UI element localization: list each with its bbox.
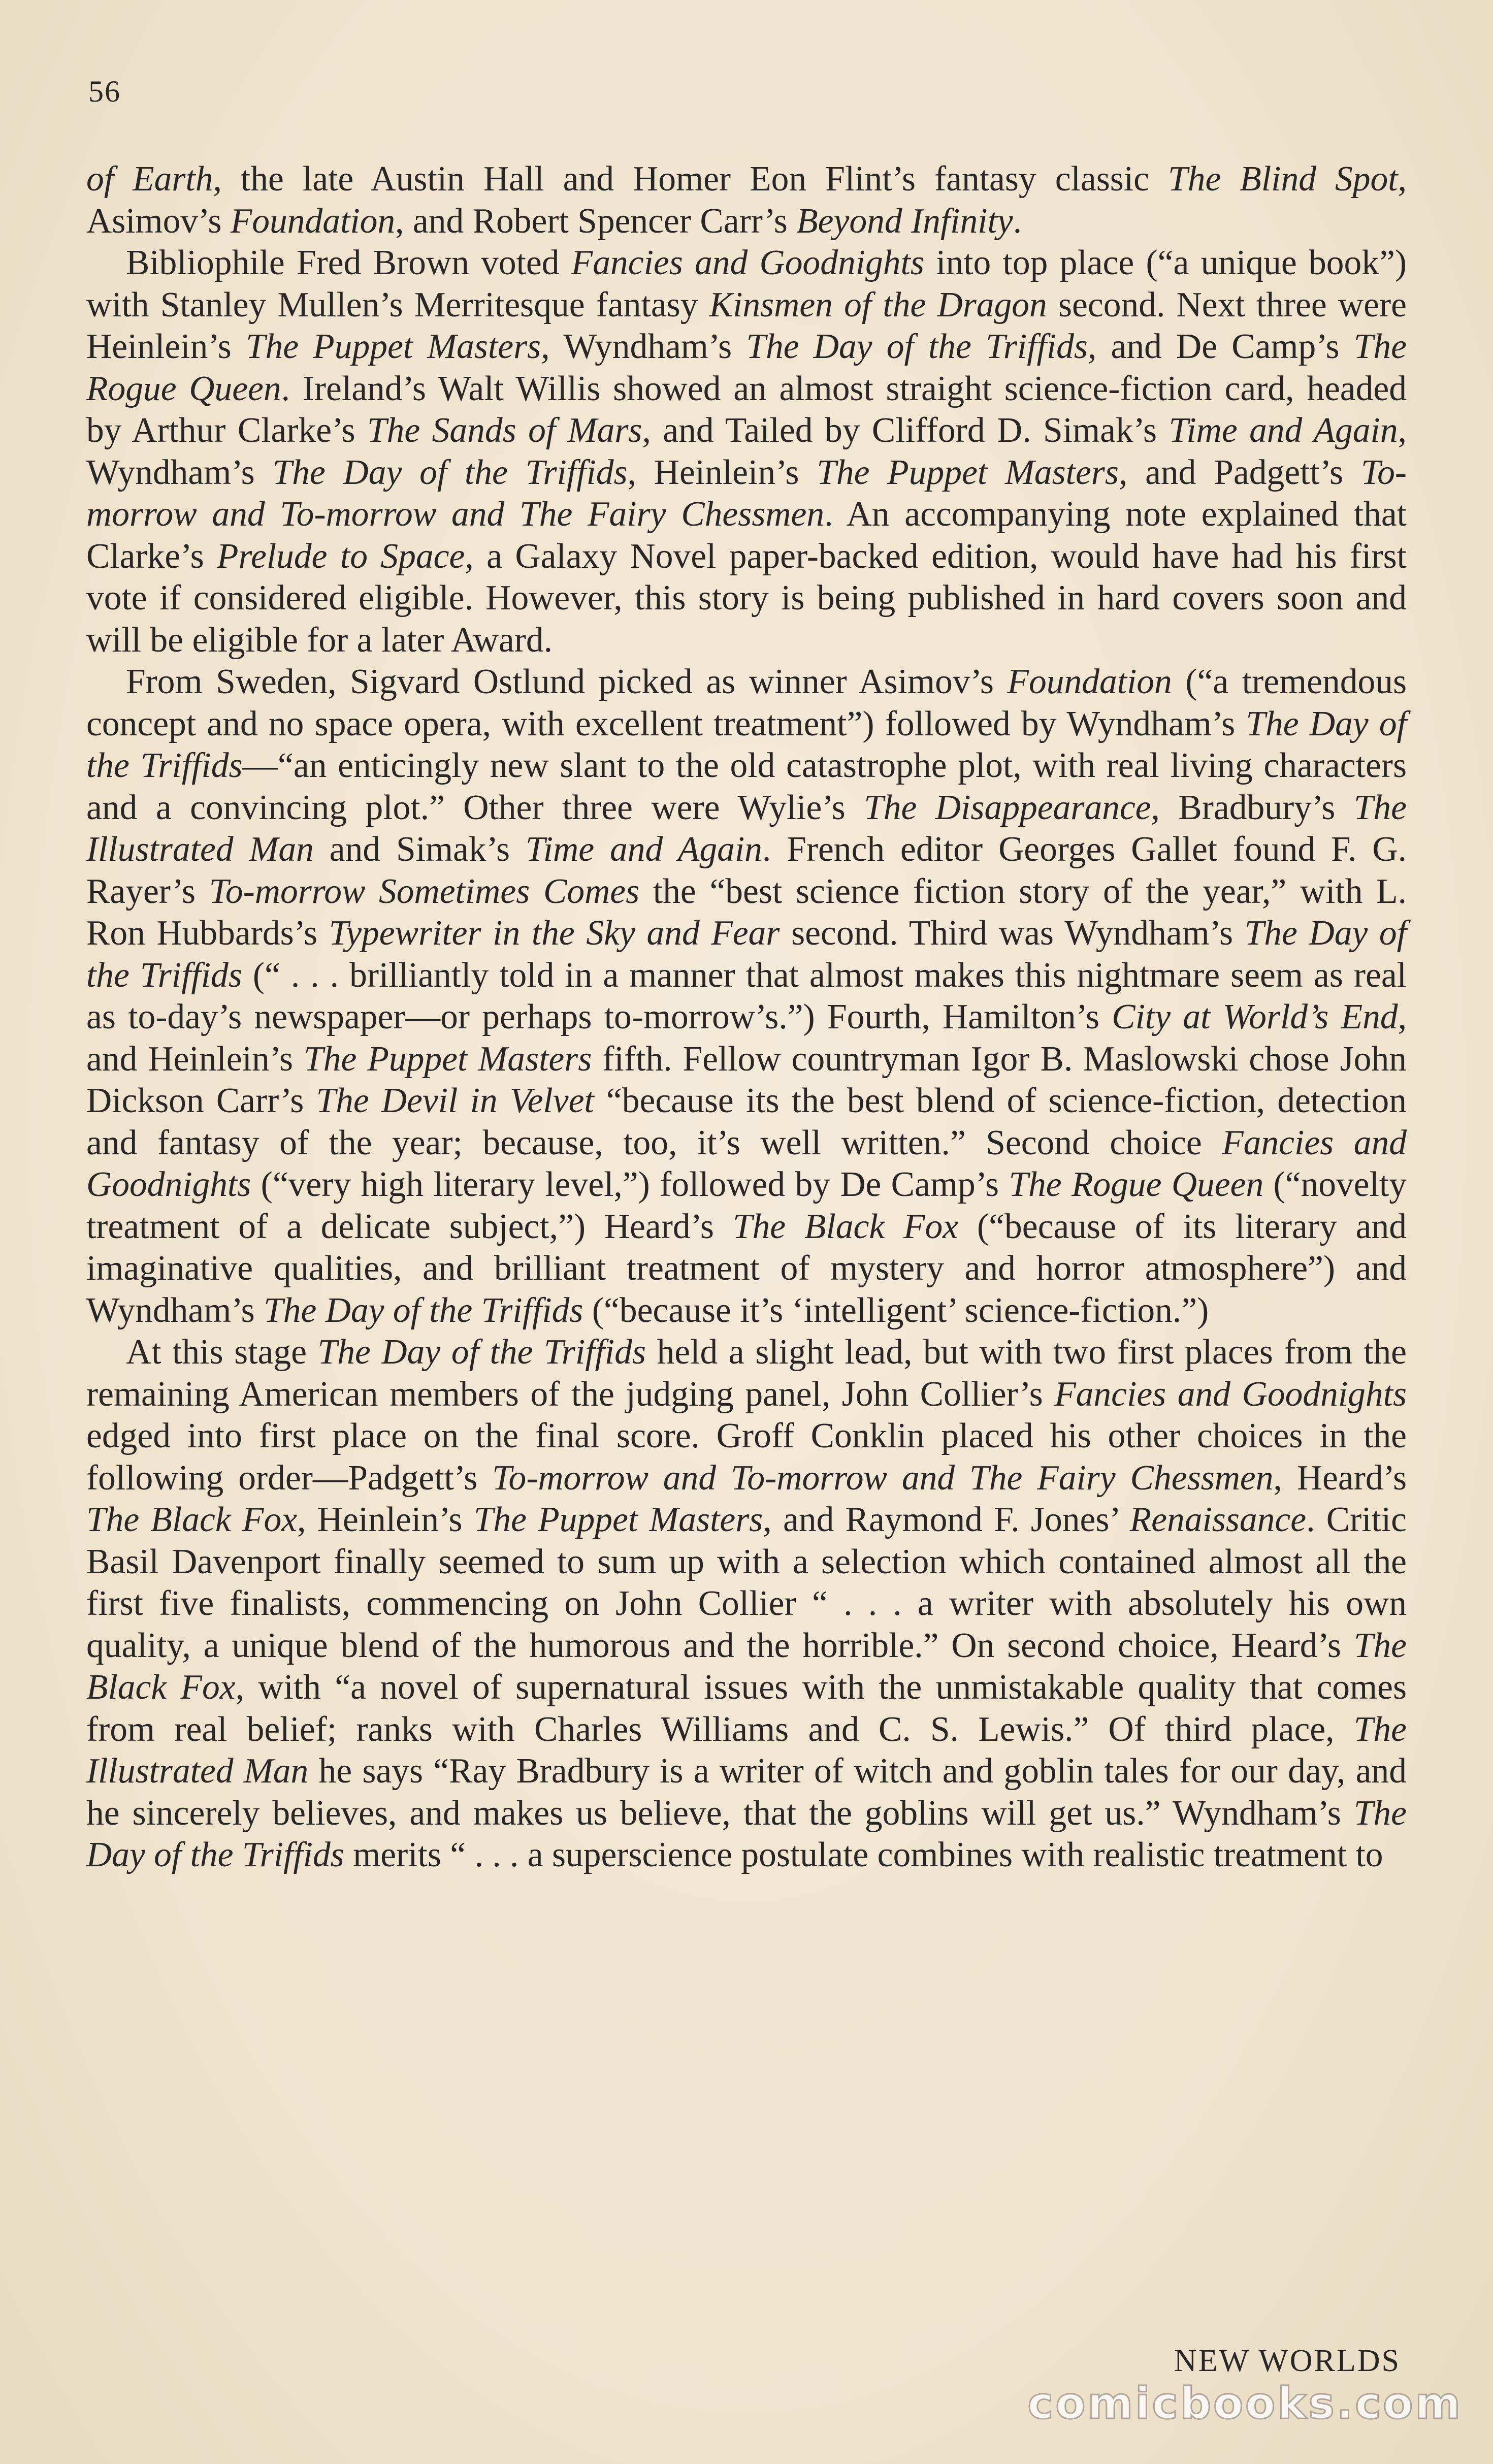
- body-text-run: (“novelty treatment of a delicate subject,”) Heard’s: [86, 1165, 1407, 1246]
- body-text-run: (“very high literary level,”) followed by De Camp’s: [251, 1165, 1009, 1204]
- italic-title-text: The Day of the Triffids: [272, 452, 628, 492]
- body-text-run: . An accompanying note explained that Clarke’s: [86, 495, 1407, 576]
- body-text-run: , and Padgett’s: [1118, 452, 1361, 492]
- italic-title-text: The Puppet Masters: [304, 1039, 592, 1079]
- italic-title-text: The Day of the Triffids: [86, 704, 1407, 785]
- body-text-run: —“an enticingly new slant to the old catastrophe plot, with real living characters and a convincing plot.” Other three were Wylie’s: [86, 746, 1407, 827]
- body-text-run: , and Tailed by Clifford D. Simak’s: [642, 411, 1169, 450]
- italic-title-text: To-morrow and To-morrow and The Fairy Chessmen: [492, 1458, 1274, 1498]
- body-text-run: (“because of its literary and imaginative qualities, and brilliant treatment of mystery and horror atmosphere”) and Wyndham’s: [86, 1207, 1407, 1330]
- body-text-run: he says “Ray Bradbury is a writer of witch and goblin tales for our day, and he sincerely believes, and makes us believe, that the goblins will get us.” Wyndham’s: [86, 1752, 1407, 1833]
- body-text-run: held a slight lead, but with two first places from the remaining American members of the judging panel, John Collier’s: [86, 1333, 1407, 1414]
- italic-title-text: The Day of the Triffids: [264, 1290, 583, 1330]
- body-text-run: Bibliophile Fred Brown voted: [126, 243, 571, 282]
- body-text-run: , Wyndham’s: [86, 411, 1407, 492]
- body-text-run: merits “ . . . a superscience postulate combines with realistic treatment to: [344, 1835, 1383, 1874]
- italic-title-text: The Black Fox: [86, 1500, 298, 1539]
- paragraph-1: [86, 158, 1407, 242]
- italic-title-text: The Illustrated Man: [86, 1709, 1407, 1791]
- body-text-run: . Critic Basil Davenport finally seemed to sum up with a selection which contained almost all the first five finalists, commencing on John Collier “ . . . a writer with absolutely his own quality, a unique blend of the humorous and the horrible.” On second choice, Heard’s: [86, 1500, 1407, 1665]
- body-text-run: the “best science fiction story of the year,” with L. Ron Hubbards’s: [86, 871, 1407, 953]
- italic-title-text: The Devil in Velvet: [316, 1081, 594, 1120]
- italic-title-text: The Rogue Queen: [1009, 1165, 1264, 1204]
- body-text-run: , and De Camp’s: [1087, 327, 1354, 366]
- italic-title-text: The Black Fox: [86, 1626, 1407, 1707]
- body-text-run: , Asimov’s: [86, 159, 1407, 241]
- paragraph-2: [86, 242, 1407, 661]
- italic-title-text: Kinsmen of the Dragon: [709, 285, 1047, 325]
- page-number: 56: [88, 75, 121, 108]
- body-text-run: second. Third was Wyndham’s: [780, 914, 1245, 953]
- italic-title-text: The Black Fox: [732, 1207, 959, 1246]
- italic-title-text: The Day of the Triffids: [86, 914, 1407, 995]
- italic-title-text: The Puppet Masters: [473, 1500, 763, 1539]
- body-text-run: second. Next three were Heinlein’s: [86, 285, 1407, 366]
- body-text-run: . French editor Georges Gallet found F. G. Rayer’s: [86, 830, 1407, 911]
- body-text-run: (“because it’s ‘intelligent’ science-fiction.”): [583, 1290, 1209, 1330]
- italic-title-text: The Sands of Mars: [367, 411, 642, 450]
- italic-title-text: Typewriter in the Sky and Fear: [329, 914, 780, 953]
- watermark-text: comicbooks.com: [1027, 2378, 1463, 2429]
- italic-title-text: The Puppet Masters: [245, 327, 541, 366]
- italic-title-text: Fancies and Goodnights: [86, 1123, 1407, 1204]
- paragraph-4: [86, 1332, 1407, 1876]
- italic-title-text: The Day of the Triffids: [86, 1793, 1407, 1874]
- italic-title-text: The Illustrated Man: [86, 788, 1407, 869]
- article-body: [86, 158, 1407, 1876]
- body-text-run: , Bradbury’s: [1151, 788, 1354, 827]
- italic-title-text: The Puppet Masters: [817, 452, 1119, 492]
- italic-title-text: of Earth: [86, 159, 213, 199]
- italic-title-text: The Disappearance: [864, 788, 1151, 827]
- italic-title-text: Fancies and Goodnights: [571, 243, 924, 282]
- italic-title-text: Time and Again: [525, 830, 762, 869]
- body-text-run: , Wyndham’s: [541, 327, 746, 366]
- body-text-run: At this stage: [126, 1333, 318, 1372]
- italic-title-text: To-morrow and To-morrow and The Fairy Chessmen: [86, 452, 1407, 534]
- body-text-run: edged into first place on the final score. Groff Conklin placed his other choices in the following order—Padgett’s: [86, 1416, 1407, 1498]
- italic-title-text: The Blind Spot: [1168, 159, 1398, 199]
- italic-title-text: Fancies and Goodnights: [1054, 1374, 1407, 1414]
- body-text-run: , Heard’s: [1273, 1458, 1407, 1498]
- body-text-run: .: [1013, 201, 1022, 241]
- body-text-run: fifth. Fellow countryman Igor B. Maslowski chose John Dickson Carr’s: [86, 1039, 1407, 1120]
- body-text-run: . Ireland’s Walt Willis showed an almost straight science-fiction card, headed by Arthur Clarke’s: [86, 369, 1407, 450]
- body-text-run: , with “a novel of supernatural issues with the unmistakable quality that comes from real belief; ranks with Charles Williams and C. S. Lewis.” Of third place,: [86, 1668, 1407, 1749]
- body-text-run: , and Heinlein’s: [86, 997, 1407, 1079]
- italic-title-text: City at World’s End: [1112, 997, 1398, 1036]
- italic-title-text: Foundation: [230, 201, 396, 241]
- italic-title-text: Beyond Infinity: [796, 201, 1013, 241]
- italic-title-text: To-morrow Sometimes Comes: [209, 871, 640, 911]
- body-text-run: into top place (“a unique book”) with Stanley Mullen’s Merritesque fantasy: [86, 243, 1407, 325]
- italic-title-text: Time and Again: [1169, 411, 1398, 450]
- italic-title-text: Foundation: [1007, 662, 1172, 701]
- italic-title-text: The Day of the Triffids: [317, 1333, 646, 1372]
- body-text-run: , the late Austin Hall and Homer Eon Flint’s fantasy classic: [213, 159, 1169, 199]
- magazine-title-footer: NEW WORLDS: [1174, 2344, 1401, 2378]
- body-text-run: , and Raymond F. Jones’: [763, 1500, 1130, 1539]
- body-text-run: and Simak’s: [313, 830, 526, 869]
- body-text-run: , Heinlein’s: [627, 452, 817, 492]
- body-text-run: (“a tremendous concept and no space opera, with excellent treatment”) followed by Wyndham’s: [86, 662, 1407, 743]
- body-text-run: (“ . . . brilliantly told in a manner that almost makes this nightmare seem as real as to-day’s newspaper—or perhaps to-morrow’s.”) Fourth, Hamilton’s: [86, 955, 1407, 1036]
- body-text-run: , Heinlein’s: [297, 1500, 474, 1539]
- body-text-run: , a Galaxy Novel paper-backed edition, would have had his first vote if considered eligible. However, this story is being published in hard covers soon and will be eligible for a later Award.: [86, 536, 1407, 660]
- italic-title-text: The Day of the Triffids: [746, 327, 1088, 366]
- body-text-run: , and Robert Spencer Carr’s: [395, 201, 797, 241]
- italic-title-text: Renaissance: [1129, 1500, 1307, 1539]
- body-text-run: From Sweden, Sigvard Ostlund picked as winner Asimov’s: [126, 662, 1008, 701]
- italic-title-text: Prelude to Space: [217, 536, 465, 576]
- paragraph-3: [86, 661, 1407, 1332]
- body-text-run: “because its the best blend of science-fiction, detection and fantasy of the year; because, too, it’s well written.” Second choice: [86, 1081, 1407, 1162]
- italic-title-text: The Rogue Queen: [86, 327, 1407, 408]
